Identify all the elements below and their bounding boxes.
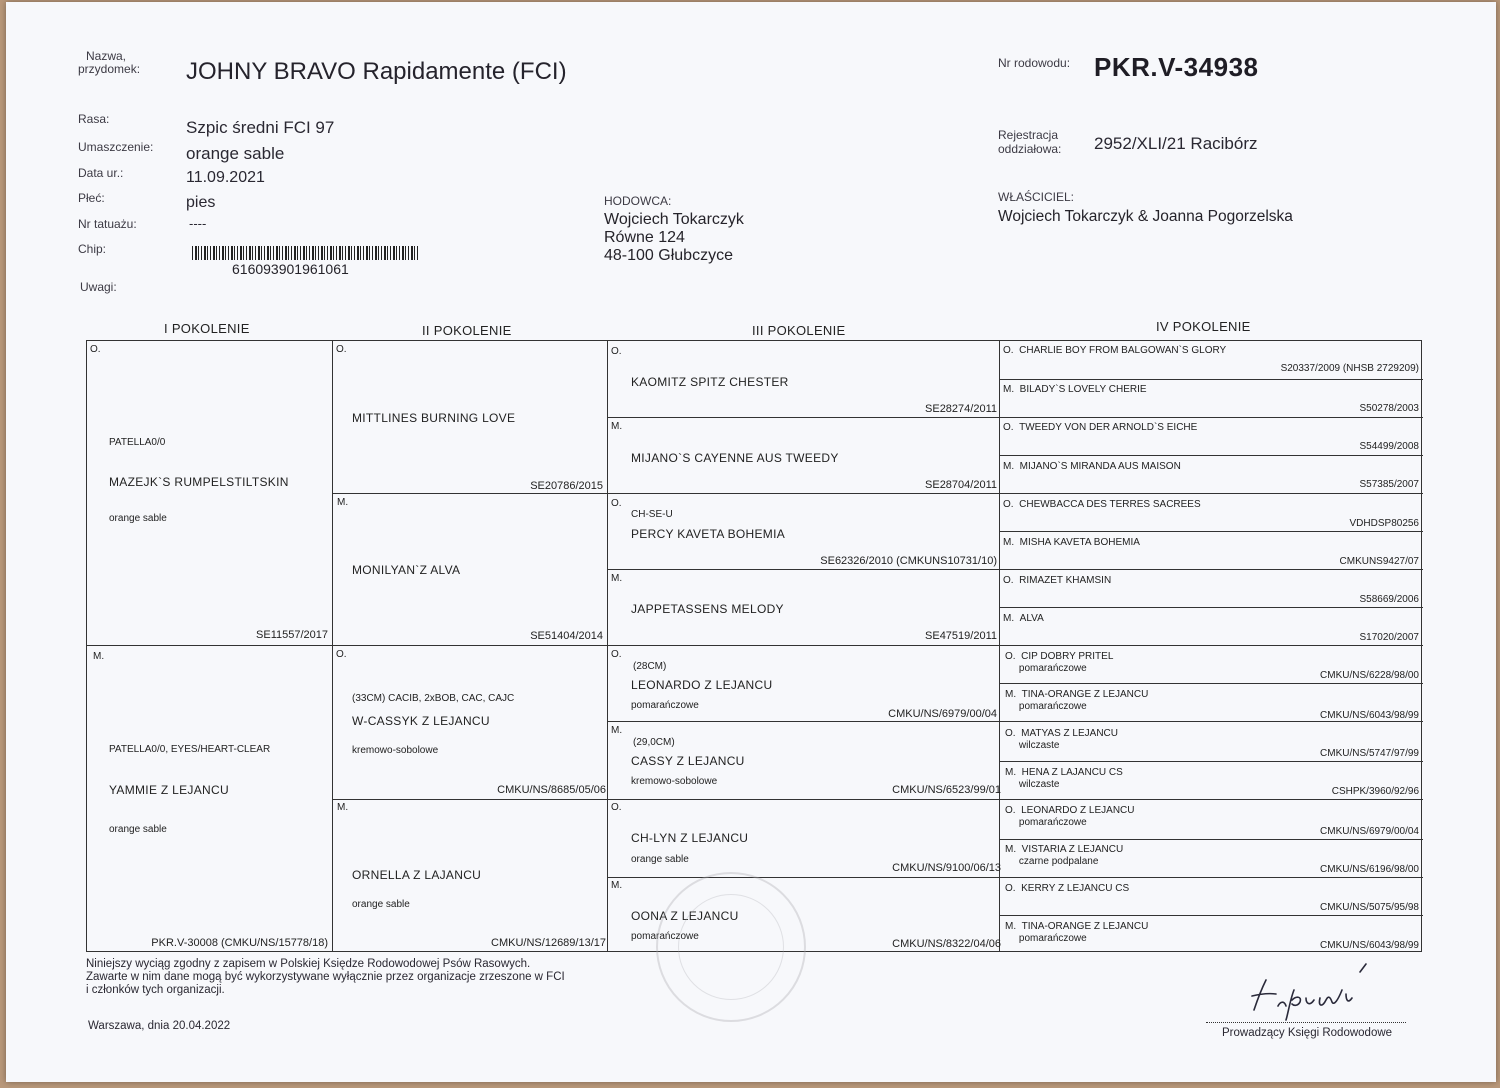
generation-4-header: IV POKOLENIE <box>1156 319 1251 334</box>
gen3-0-sex: O. <box>611 346 622 357</box>
color-value: orange sable <box>186 144 285 163</box>
gen4-9-label: M. TINA-ORANGE Z LEJANCU pomarańczowe <box>1005 689 1149 712</box>
gen4-13-label: M. VISTARIA Z LEJANCU czarne podpalane <box>1005 844 1124 867</box>
breeder-block <box>604 211 744 265</box>
breed-label: Rasa: <box>78 112 110 126</box>
pedigree-table <box>86 340 1422 952</box>
owner-value: Wojciech Tokarczyk & Joanna Pogorzelska <box>998 208 1293 225</box>
gen4-10-reg: CMKU/NS/5747/97/99 <box>1320 748 1419 759</box>
row-divider <box>332 799 1423 800</box>
gen3-2-reg: SE62326/2010 (CMKUNS10731/10) <box>820 555 997 567</box>
gen4-13-reg: CMKU/NS/6196/98/00 <box>1320 864 1419 875</box>
gen3-5-sex: M. <box>611 725 623 736</box>
gen3-6-reg: CMKU/NS/9100/06/13 <box>892 862 1001 874</box>
column-divider <box>607 341 608 951</box>
dog-name: JOHNY BRAVO Rapidamente (FCI) <box>186 58 567 85</box>
seal-inner-ring <box>678 894 784 1000</box>
dam-health: PATELLA0/0, EYES/HEART-CLEAR <box>109 744 271 755</box>
row-divider <box>999 761 1423 762</box>
tattoo-label: Nr tatuażu: <box>78 217 137 231</box>
gen4-5-label: M. MISHA KAVETA BOHEMIA <box>1003 537 1140 548</box>
row-divider <box>999 379 1423 380</box>
dob-label: Data ur.: <box>78 166 124 180</box>
row-divider <box>999 455 1423 456</box>
gen4-6-label: O. RIMAZET KHAMSIN <box>1003 575 1112 586</box>
gen3-6-sex: O. <box>611 802 622 813</box>
dam-sex: M. <box>93 651 105 662</box>
gen2-0-reg: SE20786/2015 <box>530 480 603 492</box>
gen4-2-reg: S54499/2008 <box>1359 441 1419 452</box>
embossed-seal-icon <box>656 872 806 1022</box>
gen4-15-reg: CMKU/NS/6043/98/99 <box>1320 940 1419 951</box>
gen3-7-color: pomarańczowe <box>631 931 699 942</box>
gen2-3-sex: M. <box>337 802 349 813</box>
sire-reg: SE11557/2017 <box>256 629 328 641</box>
generation-1-header: I POKOLENIE <box>164 321 250 336</box>
gen3-2-name: PERCY KAVETA BOHEMIA <box>631 527 786 541</box>
name-label: Nazwa, przydomek: <box>78 49 141 76</box>
gen4-11-label: M. HENA Z LAJANCU CS wilczaste <box>1005 767 1123 790</box>
gen3-3-sex: M. <box>611 573 623 584</box>
gen4-12-reg: CMKU/NS/6979/00/04 <box>1320 826 1419 837</box>
gen3-0-name: KAOMITZ SPITZ CHESTER <box>631 375 789 389</box>
gen4-6-reg: S58669/2006 <box>1359 594 1419 605</box>
gen2-3-name: ORNELLA Z LAJANCU <box>352 868 482 882</box>
gen3-4-title: (28CM) <box>633 661 667 672</box>
sire-color: orange sable <box>109 513 167 524</box>
gen3-2-sex: O. <box>611 498 622 509</box>
gen3-4-reg: CMKU/NS/6979/00/04 <box>888 708 997 720</box>
gen4-8-reg: CMKU/NS/6228/98/00 <box>1320 670 1419 681</box>
breed-value: Szpic średni FCI 97 <box>186 118 335 137</box>
pedigree-no-label: Nr rodowodu: <box>998 56 1071 70</box>
dam-name: YAMMIE Z LEJANCU <box>109 783 229 797</box>
row-divider <box>607 569 1423 570</box>
breeder-name: Wojciech Tokarczyk <box>604 211 744 228</box>
gen3-7-reg: CMKU/NS/8322/04/06 <box>892 938 1001 950</box>
gen2-1-sex: M. <box>337 497 349 508</box>
gen3-3-name: JAPPETASSENS MELODY <box>631 602 784 616</box>
gen2-1-reg: SE51404/2014 <box>530 630 603 642</box>
gen3-5-title: (29,0CM) <box>633 737 675 748</box>
sire-name: MAZEJK`S RUMPELSTILTSKIN <box>109 475 289 489</box>
gen2-0-sex: O. <box>336 344 347 355</box>
dam-color: orange sable <box>109 824 167 835</box>
gen4-15-label: M. TINA-ORANGE Z LEJANCU pomarańczowe <box>1005 921 1149 944</box>
row-divider <box>607 721 1423 722</box>
gen4-4-reg: VDHDSP80256 <box>1349 518 1419 529</box>
gen4-4-label: O. CHEWBACCA DES TERRES SACREES <box>1003 499 1201 510</box>
gen2-2-reg: CMKU/NS/8685/05/06 <box>497 784 606 796</box>
row-divider <box>87 645 1423 646</box>
gen4-1-reg: S50278/2003 <box>1359 403 1419 414</box>
gen4-9-reg: CMKU/NS/6043/98/99 <box>1320 710 1419 721</box>
footer-statement: Niniejszy wyciąg zgodny z zapisem w Polskiej Księdze Rodowodowej Psów Rasowych. Zawarte w nim dane mogą być wykorzystywane wyłącznie przez organizacje zrzeszone w FCI i członków tych organizacji. <box>86 958 565 996</box>
gen3-7-name: OONA Z LEJANCU <box>631 909 739 923</box>
gen2-2-title: (33CM) CACIB, 2xBOB, CAC, CAJC <box>352 693 515 704</box>
signature-line <box>1206 1022 1406 1023</box>
gen4-14-reg: CMKU/NS/5075/95/98 <box>1320 902 1419 913</box>
gen4-12-label: O. LEONARDO Z LEJANCU pomarańczowe <box>1005 805 1135 828</box>
gen3-1-sex: M. <box>611 421 623 432</box>
gen2-3-reg: CMKU/NS/12689/13/17 <box>491 937 606 949</box>
gen2-1-name: MONILYAN`Z ALVA <box>352 563 461 577</box>
registration-value: 2952/XLI/21 Racibórz <box>1094 134 1258 153</box>
chip-barcode-icon <box>192 246 420 260</box>
row-divider <box>332 493 1423 494</box>
generation-2-header: II POKOLENIE <box>422 323 512 338</box>
gen3-5-reg: CMKU/NS/6523/99/01 <box>892 784 1001 796</box>
dob-value: 11.09.2021 <box>186 169 265 186</box>
gen2-3-color: orange sable <box>352 899 410 910</box>
gen4-10-label: O. MATYAS Z LEJANCU wilczaste <box>1005 728 1118 751</box>
gen4-14-label: O. KERRY Z LEJANCU CS <box>1005 883 1130 894</box>
row-divider <box>999 839 1423 840</box>
row-divider <box>999 607 1423 608</box>
chip-value: 616093901961061 <box>232 261 349 277</box>
gen3-4-color: pomarańczowe <box>631 700 699 711</box>
generation-3-header: III POKOLENIE <box>752 323 846 338</box>
gen4-3-label: M. MIJANO`S MIRANDA AUS MAISON <box>1003 461 1181 472</box>
sex-value: pies <box>186 194 216 211</box>
column-divider <box>999 341 1000 951</box>
gen4-0-reg: S20337/2009 (NHSB 2729209) <box>1280 363 1419 374</box>
sire-sex: O. <box>90 344 101 355</box>
gen4-0-label: O. CHARLIE BOY FROM BALGOWAN`S GLORY <box>1003 345 1227 356</box>
gen3-6-name: CH-LYN Z LEJANCU <box>631 831 749 845</box>
gen2-2-name: W-CASSYK Z LEJANCU <box>352 714 490 728</box>
column-divider <box>332 341 333 951</box>
gen3-6-color: orange sable <box>631 854 689 865</box>
gen4-11-reg: CSHPK/3960/92/96 <box>1331 786 1419 797</box>
gen4-1-label: M. BILADY`S LOVELY CHERIE <box>1003 384 1147 395</box>
row-divider <box>999 683 1423 684</box>
gen4-3-reg: S57385/2007 <box>1359 479 1419 490</box>
gen4-5-reg: CMKUNS9427/07 <box>1339 556 1419 567</box>
dam-reg: PKR.V-30008 (CMKU/NS/15778/18) <box>151 937 328 949</box>
signature-role: Prowadzący Księgi Rodowodowe <box>1222 1027 1393 1039</box>
gen3-5-color: kremowo-sobolowe <box>631 776 718 787</box>
pedigree-sheet <box>6 2 1496 1082</box>
gen3-2-title: CH-SE-U <box>631 509 673 520</box>
gen3-1-reg: SE28704/2011 <box>925 479 997 491</box>
tattoo-value: ---- <box>189 216 207 231</box>
gen3-5-name: CASSY Z LEJANCU <box>631 754 745 768</box>
pedigree-no: PKR.V-34938 <box>1094 52 1259 82</box>
gen2-0-name: MITTLINES BURNING LOVE <box>352 411 516 425</box>
gen2-2-color: kremowo-sobolowe <box>352 745 439 756</box>
gen4-8-label: O. CIP DOBRY PRITEL pomarańczowe <box>1005 651 1114 674</box>
place-date: Warszawa, dnia 20.04.2022 <box>88 1020 231 1032</box>
registration-label: Rejestracja oddziałowa: <box>998 128 1062 156</box>
gen3-4-name: LEONARDO Z LEJANCU <box>631 678 773 692</box>
sex-label: Płeć: <box>78 191 105 205</box>
gen3-1-name: MIJANO`S CAYENNE AUS TWEEDY <box>631 451 839 465</box>
gen4-7-label: M. ALVA <box>1003 613 1044 624</box>
signature-icon <box>1242 960 1392 1022</box>
sire-health: PATELLA0/0 <box>109 437 166 448</box>
gen4-2-label: O. TWEEDY VON DER ARNOLD`S EICHE <box>1003 422 1198 433</box>
breeder-label: HODOWCA: <box>604 194 672 208</box>
row-divider <box>999 531 1423 532</box>
gen3-0-reg: SE28274/2011 <box>925 403 997 415</box>
gen3-7-sex: M. <box>611 880 623 891</box>
gen3-3-reg: SE47519/2011 <box>925 630 997 642</box>
color-label: Umaszczenie: <box>78 140 154 154</box>
breeder-address-2: 48-100 Głubczyce <box>604 247 733 264</box>
gen3-4-sex: O. <box>611 649 622 660</box>
breeder-address-1: Równe 124 <box>604 229 685 246</box>
row-divider <box>999 915 1423 916</box>
chip-label: Chip: <box>78 242 107 256</box>
notes-label: Uwagi: <box>80 280 117 294</box>
gen2-2-sex: O. <box>336 649 347 660</box>
row-divider <box>607 417 1423 418</box>
gen4-7-reg: S17020/2007 <box>1359 632 1419 643</box>
owner-label: WŁAŚCICIEL: <box>998 190 1075 204</box>
